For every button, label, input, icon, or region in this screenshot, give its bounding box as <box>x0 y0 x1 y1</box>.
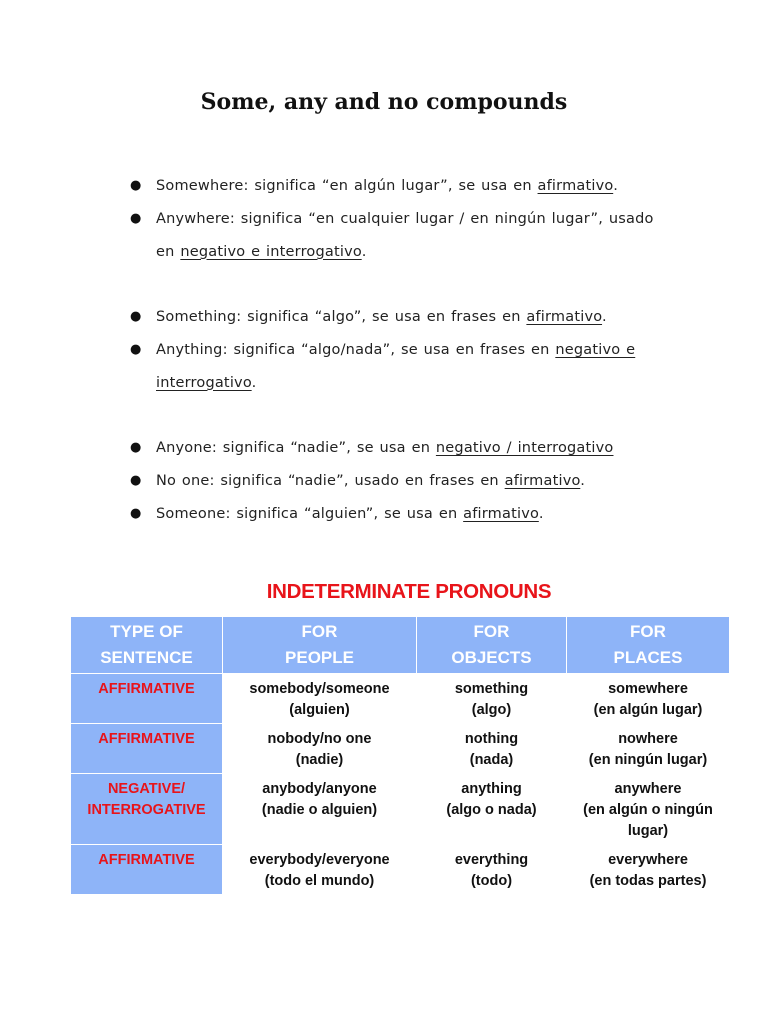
bullet-something <box>130 301 690 334</box>
table-row <box>71 774 730 845</box>
bullet-someone <box>130 498 690 531</box>
bullet-text: Anyone: significa “nadie”, se usa en <box>156 440 436 456</box>
bullet-somewhere <box>130 170 690 203</box>
header-for-places: FOR PLACES <box>567 617 730 674</box>
bullet-underlined: afirmativo <box>526 309 603 325</box>
header-for-people: FOR PEOPLE <box>223 617 417 674</box>
bullet-text: Someone: significa “alguien”, se usa en <box>156 506 464 522</box>
bullet-dot-icon: ● <box>130 506 142 521</box>
bullet-dot-icon: ● <box>130 440 142 455</box>
bullet-text: No one: significa “nadie”, usado en frases en <box>156 473 505 489</box>
cell-places: nowhere (en ningún lugar) <box>567 724 730 774</box>
bullet-end: . <box>538 506 544 522</box>
bullet-underlined: negativo e interrogativo <box>156 342 636 391</box>
bullet-underlined: afirmativo <box>463 506 539 522</box>
bullet-dot-icon: ● <box>130 178 142 193</box>
bullet-dot-icon: ● <box>130 342 142 357</box>
pronouns-table <box>70 616 730 895</box>
bullet-underlined: negativo e interrogativo <box>180 243 362 260</box>
cell-people: everybody/everyone (todo el mundo) <box>223 845 417 895</box>
table-title: INDETERMINATE PRONOUNS <box>266 580 552 603</box>
bullet-dot-icon: ● <box>130 211 142 226</box>
bullet-text: Something: significa “algo”, se usa en frases en <box>156 309 527 325</box>
cell-type: AFFIRMATIVE <box>71 674 223 724</box>
table-row <box>71 724 730 774</box>
bullet-text: Somewhere: significa “en algún lugar”, se usa en <box>156 178 538 194</box>
header-for-objects: FOR OBJECTS <box>417 617 567 674</box>
table-header-row <box>71 617 730 674</box>
cell-places: anywhere (en algún o ningún lugar) <box>567 774 730 845</box>
cell-people: nobody/no one (nadie) <box>223 724 417 774</box>
bullet-dot-icon: ● <box>130 473 142 488</box>
cell-people: somebody/someone (alguien) <box>223 674 417 724</box>
table-row <box>71 674 730 724</box>
cell-type: AFFIRMATIVE <box>71 845 223 895</box>
cell-places: everywhere (en todas partes) <box>567 845 730 895</box>
bullet-anything <box>130 334 670 399</box>
cell-objects: nothing (nada) <box>417 724 567 774</box>
bullet-anywhere <box>130 203 670 268</box>
bullet-dot-icon: ● <box>130 309 142 324</box>
cell-type: NEGATIVE/ INTERROGATIVE <box>71 774 223 845</box>
bullet-text: Anything: significa “algo/nada”, se usa en frases en <box>156 342 556 358</box>
bullet-end: . <box>613 178 619 194</box>
bullet-text: Anywhere: significa “en cualquier lugar / en ningún lugar”, usado en <box>156 211 654 260</box>
cell-type: AFFIRMATIVE <box>71 724 223 774</box>
table-row <box>71 845 730 895</box>
bullet-end: . <box>251 374 257 391</box>
cell-objects: something (algo) <box>417 674 567 724</box>
cell-people: anybody/anyone (nadie o alguien) <box>223 774 417 845</box>
cell-places: somewhere (en algún lugar) <box>567 674 730 724</box>
cell-objects: anything (algo o nada) <box>417 774 567 845</box>
bullet-end: . <box>361 243 367 260</box>
bullet-underlined: negativo / interrogativo <box>435 440 614 456</box>
cell-objects: everything (todo) <box>417 845 567 895</box>
bullet-end: . <box>602 309 607 325</box>
header-type-of-sentence: TYPE OF SENTENCE <box>71 617 223 674</box>
bullet-underlined: afirmativo <box>537 178 614 194</box>
bullet-no-one <box>130 465 690 498</box>
bullet-underlined: afirmativo <box>504 473 581 489</box>
bullet-end: . <box>580 473 586 489</box>
page-title: Some, any and no compounds <box>200 89 568 115</box>
bullet-anyone <box>130 432 690 465</box>
